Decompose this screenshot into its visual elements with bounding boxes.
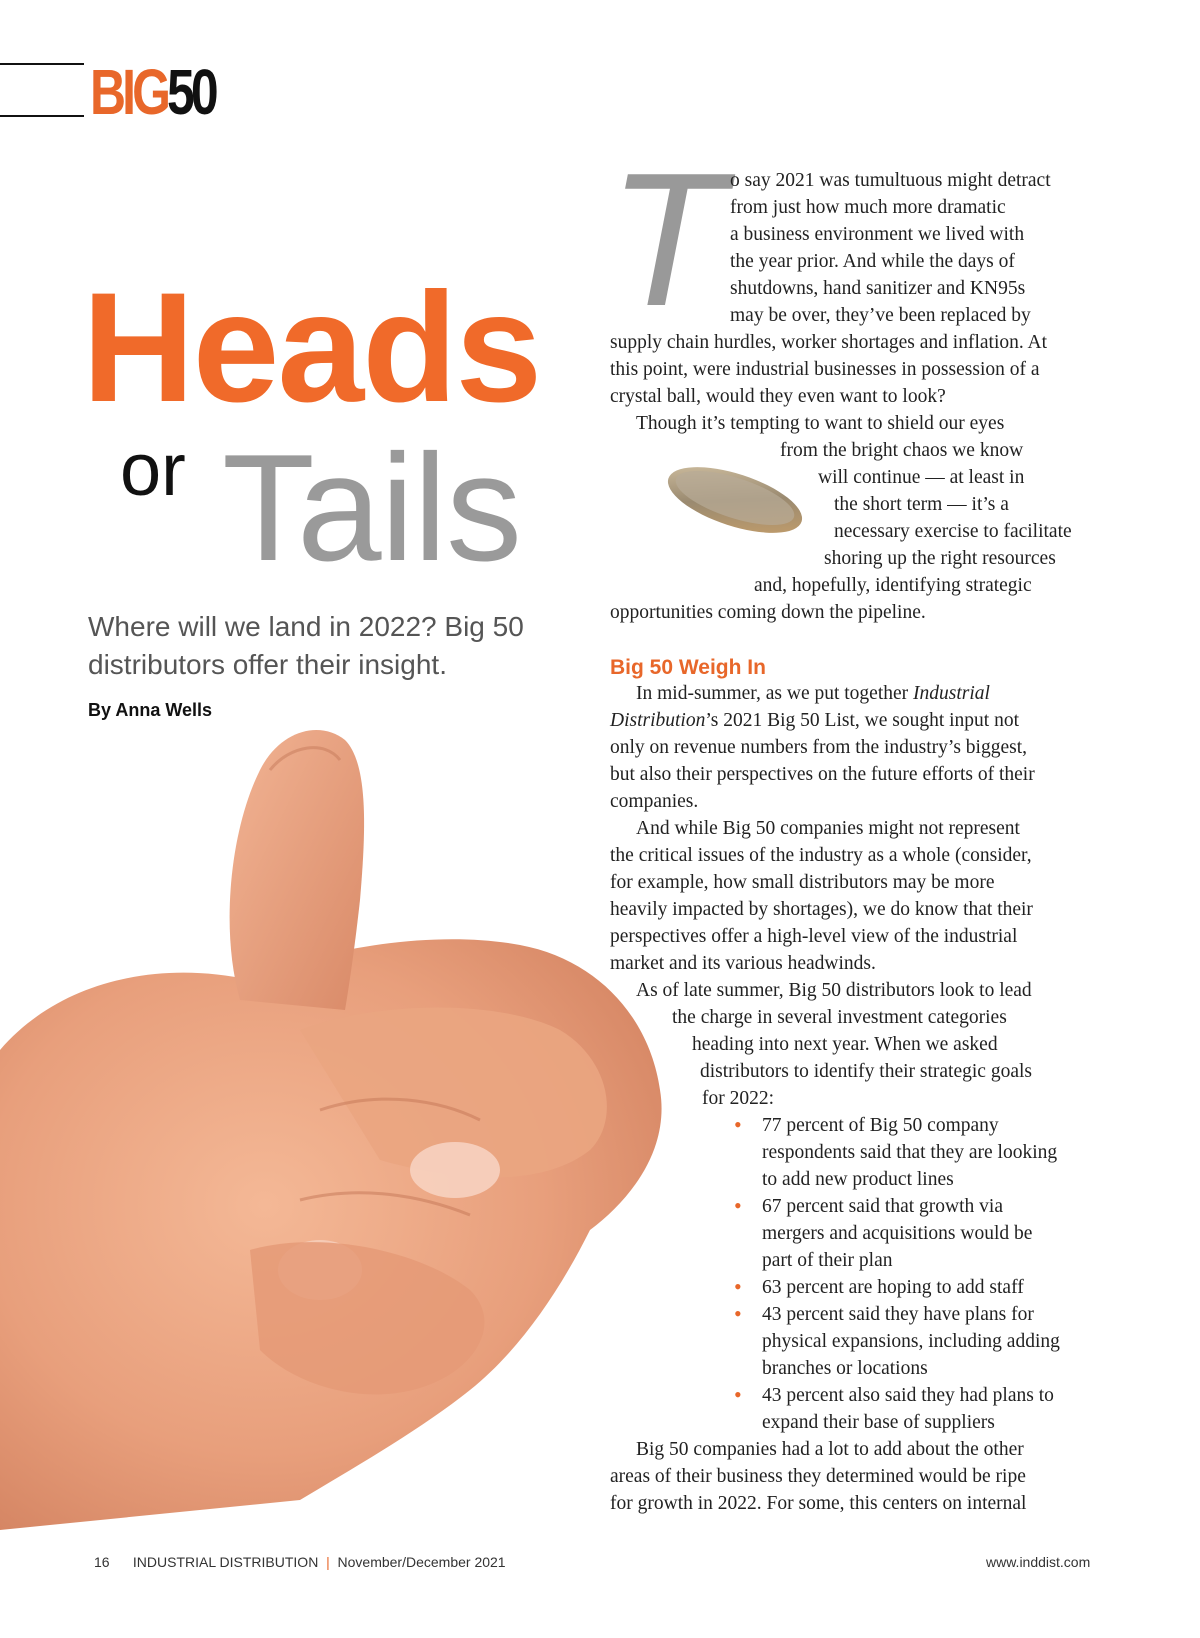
bullet-text: branches or locations [762,1358,928,1379]
text-line: the year prior. And while the days of [730,251,1015,272]
text-line: Though it’s tempting to want to shield our eyes [636,413,1005,434]
headline-tails: Tails [222,423,522,593]
text-line: for example, how small distributors may be more [610,872,995,893]
page-footer [94,1554,506,1570]
italic-title: Distribution [610,710,706,731]
bullet-icon: • [734,1301,742,1326]
text-line: the critical issues of the industry as a whole (consider, [610,845,1032,866]
logo-50: 50 [167,56,215,128]
footer-separator: | [326,1554,330,1570]
text-line: will continue — at least in [818,467,1025,488]
text-line: for growth in 2022. For some, this centers on internal [610,1493,1027,1514]
text-line: market and its various headwinds. [610,953,876,974]
text-line: a business environment we lived with [730,224,1025,245]
bullet-text: 77 percent of Big 50 company [762,1115,999,1136]
text-span: ’s 2021 Big 50 List, we sought input not [705,710,1019,731]
text-line: o say 2021 was tumultuous might detract [730,170,1051,191]
bullet-text: 43 percent also said they had plans to [762,1385,1054,1406]
text-line: companies. [610,791,699,812]
issue-date: November/December 2021 [337,1554,506,1570]
page-number: 16 [94,1554,110,1570]
text-line: the short term — it’s a [834,494,1009,515]
text-line: opportunities coming down the pipeline. [610,602,926,623]
text-line: distributors to identify their strategic goals [700,1061,1032,1082]
bullet-icon: • [734,1193,742,1218]
text-line: but also their perspectives on the future efforts of their [610,764,1035,785]
bullet-icon: • [734,1112,742,1137]
text-span: In mid-summer, as we put together [636,683,914,704]
coin-photo [660,458,810,548]
footer-url: www.inddist.com [986,1554,1091,1570]
big50-logo [90,52,215,132]
text-line: supply chain hurdles, worker shortages and inflation. At [610,332,1048,353]
text-line: for 2022: [702,1088,775,1109]
byline: By Anna Wells [88,700,213,720]
bullet-text: mergers and acquisitions would be [762,1223,1033,1244]
text-line: shutdowns, hand sanitizer and KN95s [730,278,1026,299]
bullet-text: part of their plan [762,1250,893,1271]
logo-big: BIG [90,56,168,128]
italic-title: Industrial [913,683,990,704]
text-line: perspectives offer a high-level view of the industrial [610,926,1018,947]
bullet-icon: • [734,1274,742,1299]
text-line: As of late summer, Big 50 distributors look to lead [636,980,1032,1001]
text-line: the charge in several investment categories [672,1007,1007,1028]
text-line: from just how much more dramatic [730,197,1006,218]
text-line: And while Big 50 companies might not represent [636,818,1020,839]
bullet-icon: • [734,1382,742,1407]
text-line: may be over, they’ve been replaced by [730,305,1031,326]
bullet-text: expand their base of suppliers [762,1412,995,1433]
section-subhead: Big 50 Weigh In [610,656,766,679]
text-line: areas of their business they determined would be ripe [610,1466,1026,1487]
bullet-text: to add new product lines [762,1169,954,1190]
text-line [610,707,1019,734]
bullet-text: 63 percent are hoping to add staff [762,1277,1024,1298]
text-line: crystal ball, would they even want to look? [610,386,946,407]
drop-cap: T [608,134,725,346]
bullet-text: physical expansions, including adding [762,1331,1060,1352]
logo-rule-bottom [0,115,84,117]
text-line: Big 50 companies had a lot to add about the other [636,1439,1024,1460]
text-line: from the bright chaos we know [780,440,1024,461]
publication-name: INDUSTRIAL DISTRIBUTION [132,1554,319,1570]
text-line [636,680,990,707]
bullet-text: respondents said that they are looking [762,1142,1058,1163]
headline-or: or [120,428,186,511]
article-deck: Where will we land in 2022? Big 50 distributors offer their insight. [88,611,524,680]
text-line: shoring up the right resources [824,548,1056,569]
headline-heads: Heads [82,261,541,435]
text-line: only on revenue numbers from the industry’s biggest, [610,737,1028,758]
text-line: and, hopefully, identifying strategic [754,575,1032,596]
text-line: heavily impacted by shortages), we do know that their [610,899,1033,920]
hand-photo [0,730,700,1530]
text-line: this point, were industrial businesses in possession of a [610,359,1040,380]
text-line: heading into next year. When we asked [692,1034,998,1055]
bullet-text: 67 percent said that growth via [762,1196,1003,1217]
text-line: necessary exercise to facilitate [834,521,1072,542]
logo-rule-top [0,63,84,65]
bullet-text: 43 percent said they have plans for [762,1304,1034,1325]
